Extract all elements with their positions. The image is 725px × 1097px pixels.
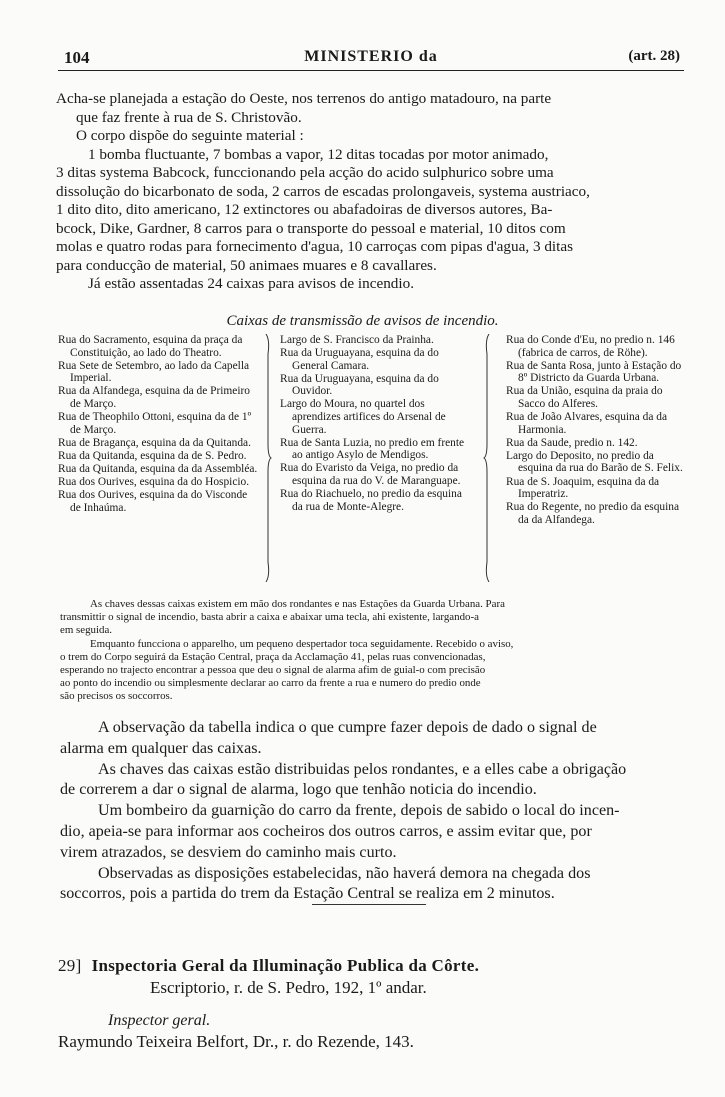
list-item: Rua da Alfandega, esquina da de Primeiro de Março. (58, 385, 250, 410)
text-line: de correrem a dar o signal de alarma, logo que tenhão noticia do incendio. (60, 781, 537, 799)
list-item: Largo de S. Francisco da Prainha. (280, 334, 434, 346)
text-line: 1 dito dito, dito americano, 12 extinctores ou abafadoiras de diversos autores, Ba- (56, 201, 553, 218)
list-item: Rua da Quitanda, esquina da de S. Pedro. (58, 449, 247, 462)
list-item: Largo do Deposito, no predio da esquina da rua do Barão de S. Felix. (506, 449, 683, 475)
table-column-1 (58, 334, 258, 515)
office-address: Escriptorio, r. de S. Pedro, 192, 1º andar. (150, 978, 427, 997)
text-line: bcock, Dike, Gardner, 8 carros para o transporte do pessoal e material, 10 ditos com (56, 219, 566, 237)
running-title: MINISTERIO da (304, 48, 438, 65)
page-header (58, 46, 684, 70)
text-line: dio, apeia-se para informar aos cocheiros dos outros carros, e assim evitar que, por (60, 822, 592, 840)
header-rule (58, 70, 684, 71)
text-line: alarma em qualquer das caixas. (60, 739, 262, 757)
role-title: Inspector geral. (108, 1012, 211, 1029)
text-line: em seguida. (60, 624, 113, 637)
text-line: ao ponto do incendio ou simplesmente declarar ao carro da frente a rua e numero do predio onde (60, 677, 481, 690)
list-item: Rua da Quitanda, esquina da da Assembléa. (58, 462, 258, 475)
section-divider (312, 904, 426, 905)
table-title: Caixas de transmissão de avisos de incendio. (226, 313, 499, 329)
text-line: são precisos os soccorros. (60, 690, 173, 703)
text-line: As chaves das caixas estão distribuidas pelos rondantes, e a elles cabe a obrigação (98, 760, 627, 778)
text-line: 1 bomba fluctuante, 7 bombas a vapor, 12 ditas tocadas por motor animado, (88, 145, 549, 163)
text-line: As chaves dessas caixas existem em mão dos rondantes e nas Estações da Guarda Urbana. Para (90, 598, 505, 610)
list-item: Rua de Santa Rosa, junto à Estação do 8º Districto da Guarda Urbana. (506, 359, 682, 385)
table-column-2 (280, 334, 468, 514)
person-entry: Raymundo Teixeira Belfort, Dr., r. do Rezende, 143. (58, 1032, 414, 1051)
intro-paragraph (56, 90, 686, 294)
text-line: esperando no trajecto encontrar a pessoa que deu o signal de alarma afim de guial-o com precisão (60, 664, 486, 677)
list-item: Rua de S. Joaquim, esquina da da Imperatriz. (506, 475, 660, 501)
list-item: Rua de Theophilo Ottoni, esquina da de 1º de Março. (58, 411, 252, 436)
text-line: Já estão assentadas 24 caixas para avisos de incendio. (88, 275, 414, 292)
text-line: dissolução do bicarbonato de soda, 2 carros de escadas prolongaveis, systema austriaco, (56, 182, 590, 200)
list-item: Rua da Uruguayana, esquina da do Ouvidor. (280, 372, 439, 398)
list-item: Rua dos Ourives, esquina da do Hospicio. (58, 476, 250, 489)
list-item: Rua do Evaristo da Veiga, no predio da esquina da rua do V. de Maranguape. (280, 462, 461, 488)
list-item: Rua de João Alvares, esquina da da Harmonia. (506, 411, 668, 436)
section-number: 29] (58, 956, 82, 975)
list-item: Rua dos Ourives, esquina da do Visconde de Inhaúma. (58, 489, 248, 514)
text-line: que faz frente à rua de S. Christovão. (76, 108, 302, 126)
list-item: Rua Sete de Setembro, ao lado da Capella Imperial. (58, 359, 250, 385)
list-item: Rua do Conde d'Eu, no predio n. 146 (fabrica de carros, de Röhe). (506, 334, 675, 359)
list-item: Rua da Uruguayana, esquina da do General Camara. (280, 347, 439, 372)
brace-divider (264, 334, 272, 582)
text-line: molas e quatro rodas para fornecimento d'agua, 10 carroças com pipas d'agua, 3 ditas (56, 238, 574, 255)
list-item: Rua da União, esquina da praia do Sacco do Alferes. (506, 385, 663, 410)
list-item: Rua do Regente, no predio da esquina da da Alfandega. (506, 501, 680, 526)
section-29 (58, 956, 698, 1052)
brace-divider (483, 334, 491, 582)
text-line: soccorros, pois a partida do trem da Estação Central se realiza em 2 minutos. (60, 885, 555, 903)
text-line: 3 ditas systema Babcock, funccionando pela acção do acido sulphurico sobre uma (56, 164, 554, 181)
text-line: A observação da tabella indica o que cumpre fazer depois de dado o signal de (98, 719, 597, 736)
text-line: Acha-se planejada a estação do Oeste, nos terrenos do antigo matadouro, na parte (56, 90, 552, 107)
body-paragraph (60, 718, 688, 905)
list-item: Rua de Bragança, esquina da da Quitanda. (58, 436, 251, 449)
text-line: O corpo dispõe do seguinte material : (76, 127, 304, 144)
text-line: para conducção de material, 50 animaes muares e 8 cavallares. (56, 256, 437, 274)
section-heading (58, 956, 698, 976)
section-title: Inspectoria Geral da Illuminação Publica da Côrte. (91, 956, 480, 975)
text-line: transmittir o signal de incendio, basta abrir a caixa e abaixar uma tecla, ahi existente, largando-a (60, 611, 479, 624)
list-item: Rua do Riachuelo, no predio da esquina da rua de Monte-Alegre. (280, 488, 462, 513)
alarm-box-table (58, 334, 690, 584)
text-line: Um bombeiro da guarnição do carro da frente, depois de sabido o local do incen- (98, 802, 620, 820)
list-item: Rua da Saude, predio n. 142. (506, 436, 638, 449)
page-number: 104 (64, 48, 90, 67)
text-line: Emquanto funcciona o apparelho, um pequeno despertador toca seguidamente. Recebido o aviso, (90, 637, 514, 650)
table-notes (60, 598, 688, 704)
list-item: Largo do Moura, no quartel dos aprendizes artifices do Arsenal de Guerra. (280, 398, 446, 436)
article-reference: (art. 28) (628, 48, 680, 64)
text-line: Observadas as disposições estabelecidas, não haverá demora na chegada dos (98, 864, 591, 882)
text-line: virem atrazados, se desviem do caminho mais curto. (60, 843, 397, 861)
list-item: Rua do Sacramento, esquina da praça da Constituição, ao lado do Theatro. (58, 334, 243, 359)
list-item: Rua de Santa Luzia, no predio em frente ao antigo Asylo de Mendigos. (280, 436, 465, 462)
text-line: o trem do Corpo seguirá da Estação Central, praça da Acclamação 41, pelas ruas convencionadas, (60, 650, 486, 663)
table-column-3 (506, 334, 690, 527)
